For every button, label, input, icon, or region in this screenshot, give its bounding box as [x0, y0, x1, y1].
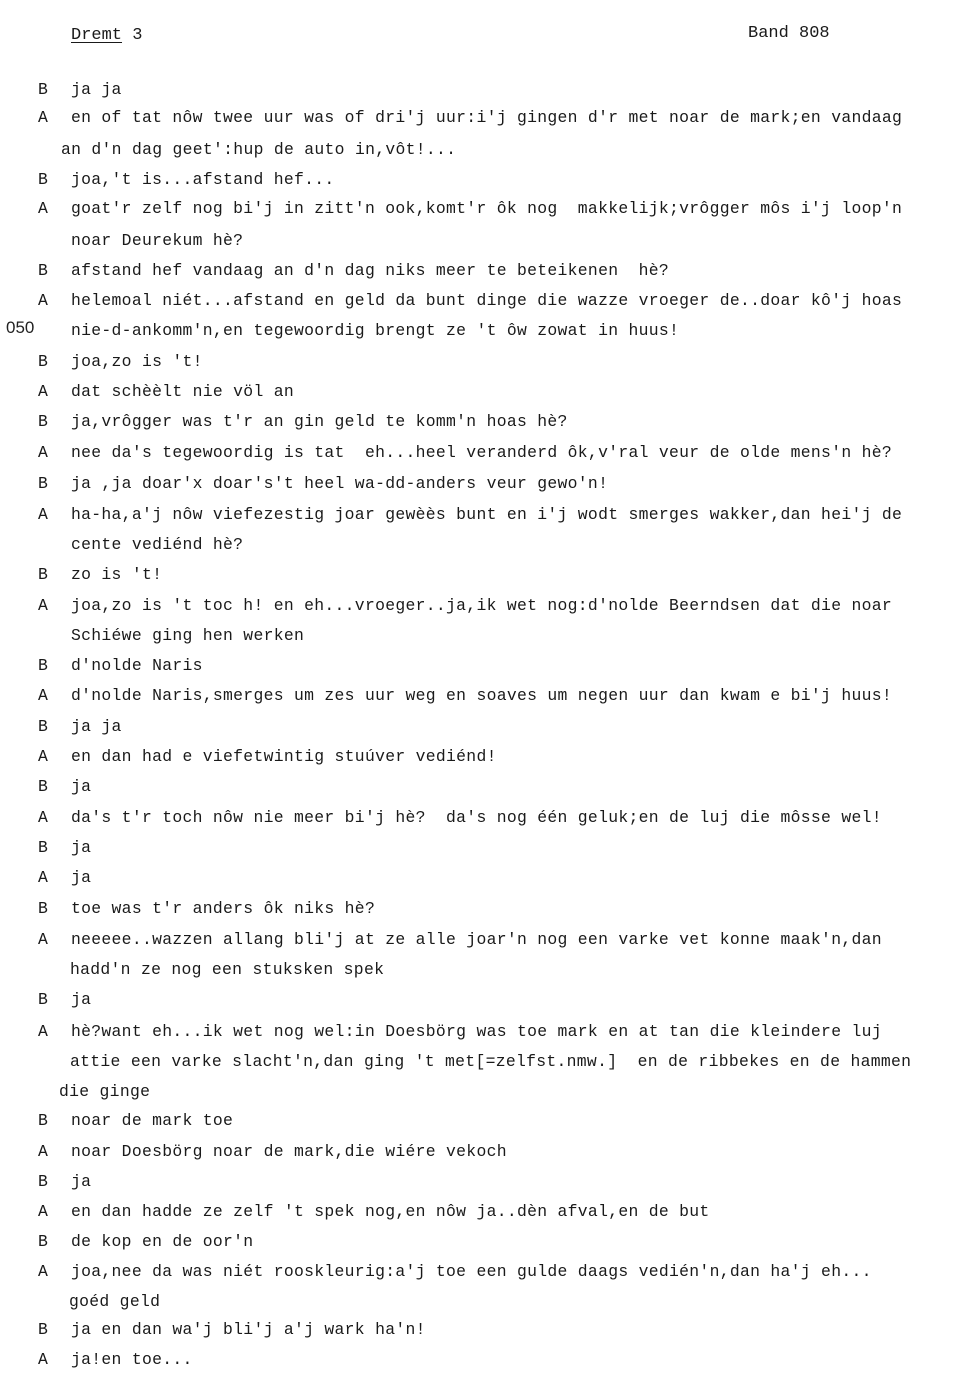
speaker-label: A [38, 199, 49, 218]
utterance-continuation: attie een varke slacht'n,dan ging 't met[=zelfst.nmw.] en de ribbekes en de hammen [70, 1052, 912, 1071]
utterance-continuation: nie-d-ankomm'n,en tegewoordig brengt ze 't ôw zowat in huus! [71, 321, 680, 340]
utterance-text: ja en dan wa'j bli'j a'j wark ha'n! [71, 1320, 426, 1339]
speaker-label: B [38, 777, 49, 796]
utterance-text: joa,'t is...afstand hef... [71, 170, 335, 189]
speaker-label: A [38, 686, 49, 705]
utterance-continuation: hadd'n ze nog een stuksken spek [70, 960, 385, 979]
speaker-label: B [38, 1320, 49, 1339]
utterance-text: ja ,ja doar'x doar's't heel wa-dd-anders veur gewo'n! [71, 474, 609, 493]
utterance-text: dat schèèlt nie völ an [71, 382, 294, 401]
band-number: Band 808 [748, 24, 830, 43]
utterance-text: goat'r zelf nog bi'j in zitt'n ook,komt'r ôk nog makkelijk;vrôgger môs i'j loop'n [71, 199, 903, 218]
utterance-text: joa,zo is 't toc h! en eh...vroeger..ja,ik wet nog:d'nolde Beerndsen dat die noar [71, 596, 893, 615]
utterance-text: ha-ha,a'j nôw viefezestig joar gewèès bunt en i'j wodt smerges wakker,dan hei'j de [71, 505, 903, 524]
speaker-label: A [38, 1262, 49, 1281]
speaker-label: A [38, 1022, 49, 1041]
speaker-label: A [38, 505, 49, 524]
utterance-text: neeeee..wazzen allang bli'j at ze alle joar'n nog een varke vet konne maak'n,dan [71, 930, 882, 949]
utterance-text: da's t'r toch nôw nie meer bi'j hè? da's nog één geluk;en de luj die môsse wel! [71, 808, 882, 827]
speaker-label: B [38, 474, 49, 493]
utterance-text: de kop en de oor'n [71, 1232, 254, 1251]
utterance-text: en of tat nôw twee uur was of dri'j uur:i'j gingen d'r met noar de mark;en vandaag [71, 108, 903, 127]
utterance-continuation: Schiéwe ging hen werken [71, 626, 305, 645]
speaker-label: B [38, 1172, 49, 1191]
utterance-text: ja [71, 1172, 92, 1191]
speaker-label: B [38, 656, 49, 675]
utterance-continuation: noar Deurekum hè? [71, 231, 244, 250]
speaker-label: B [38, 899, 49, 918]
speaker-label: A [38, 1202, 49, 1221]
speaker-label: B [38, 565, 49, 584]
utterance-text: ja,vrôgger was t'r an gin geld te komm'n hoas hè? [71, 412, 568, 431]
speaker-label: B [38, 352, 49, 371]
utterance-text: ja [71, 838, 92, 857]
utterance-text: ja [71, 868, 92, 887]
speaker-label: A [38, 1350, 49, 1369]
utterance-text: en dan hadde ze zelf 't spek nog,en nôw ja..dèn afval,en de but [71, 1202, 710, 1221]
speaker-label: A [38, 108, 49, 127]
speaker-label: B [38, 261, 49, 280]
speaker-label: B [38, 1232, 49, 1251]
utterance-text: d'nolde Naris [71, 656, 203, 675]
title-word: Dremt [71, 26, 123, 45]
utterance-text: noar de mark toe [71, 1111, 234, 1130]
speaker-label: B [38, 170, 49, 189]
speaker-label: B [38, 717, 49, 736]
utterance-text: afstand hef vandaag an d'n dag niks meer te beteikenen hè? [71, 261, 670, 280]
speaker-label: A [38, 443, 49, 462]
speaker-label: A [38, 596, 49, 615]
utterance-text: toe was t'r anders ôk niks hè? [71, 899, 376, 918]
utterance-text: hè?want eh...ik wet nog wel:in Doesbörg was toe mark en at tan die kleindere luj [71, 1022, 882, 1041]
speaker-label: B [38, 838, 49, 857]
speaker-label: A [38, 930, 49, 949]
utterance-continuation: goéd geld [69, 1292, 161, 1311]
utterance-text: ja [71, 777, 92, 796]
speaker-label: A [38, 747, 49, 766]
speaker-label: B [38, 990, 49, 1009]
utterance-text: en dan had e viefetwintig stuúver vediénd! [71, 747, 497, 766]
speaker-label: B [38, 80, 49, 99]
utterance-continuation: die ginge [59, 1082, 151, 1101]
utterance-text: joa,zo is 't! [71, 352, 203, 371]
speaker-label: A [38, 1142, 49, 1161]
utterance-text: ja [71, 990, 92, 1009]
utterance-text: d'nolde Naris,smerges um zes uur weg en soaves um negen uur dan kwam e bi'j huus! [71, 686, 893, 705]
speaker-label: A [38, 808, 49, 827]
utterance-continuation: cente vediénd hè? [71, 535, 244, 554]
utterance-text: zo is 't! [71, 565, 163, 584]
document-title [71, 26, 142, 45]
utterance-text: ja ja [71, 80, 122, 99]
utterance-text: joa,nee da was niét rooskleurig:a'j toe een gulde daags vedién'n,dan ha'j eh... [71, 1262, 872, 1281]
utterance-text: ja!en toe... [71, 1350, 193, 1369]
utterance-text: nee da's tegewoordig is tat eh...heel veranderd ôk,v'ral veur de olde mens'n hè? [71, 443, 893, 462]
utterance-text: noar Doesbörg noar de mark,die wiére vekoch [71, 1142, 507, 1161]
speaker-label: B [38, 412, 49, 431]
utterance-text: helemoal niét...afstand en geld da bunt dinge die wazze vroeger de..doar kô'j hoas [71, 291, 903, 310]
speaker-label: B [38, 1111, 49, 1130]
speaker-label: A [38, 291, 49, 310]
speaker-label: A [38, 868, 49, 887]
margin-line-marker: 050 [6, 318, 35, 337]
speaker-label: A [38, 382, 49, 401]
utterance-continuation: an d'n dag geet':hup de auto in,vôt!... [61, 140, 457, 159]
utterance-text: ja ja [71, 717, 122, 736]
title-number: 3 [132, 26, 143, 45]
